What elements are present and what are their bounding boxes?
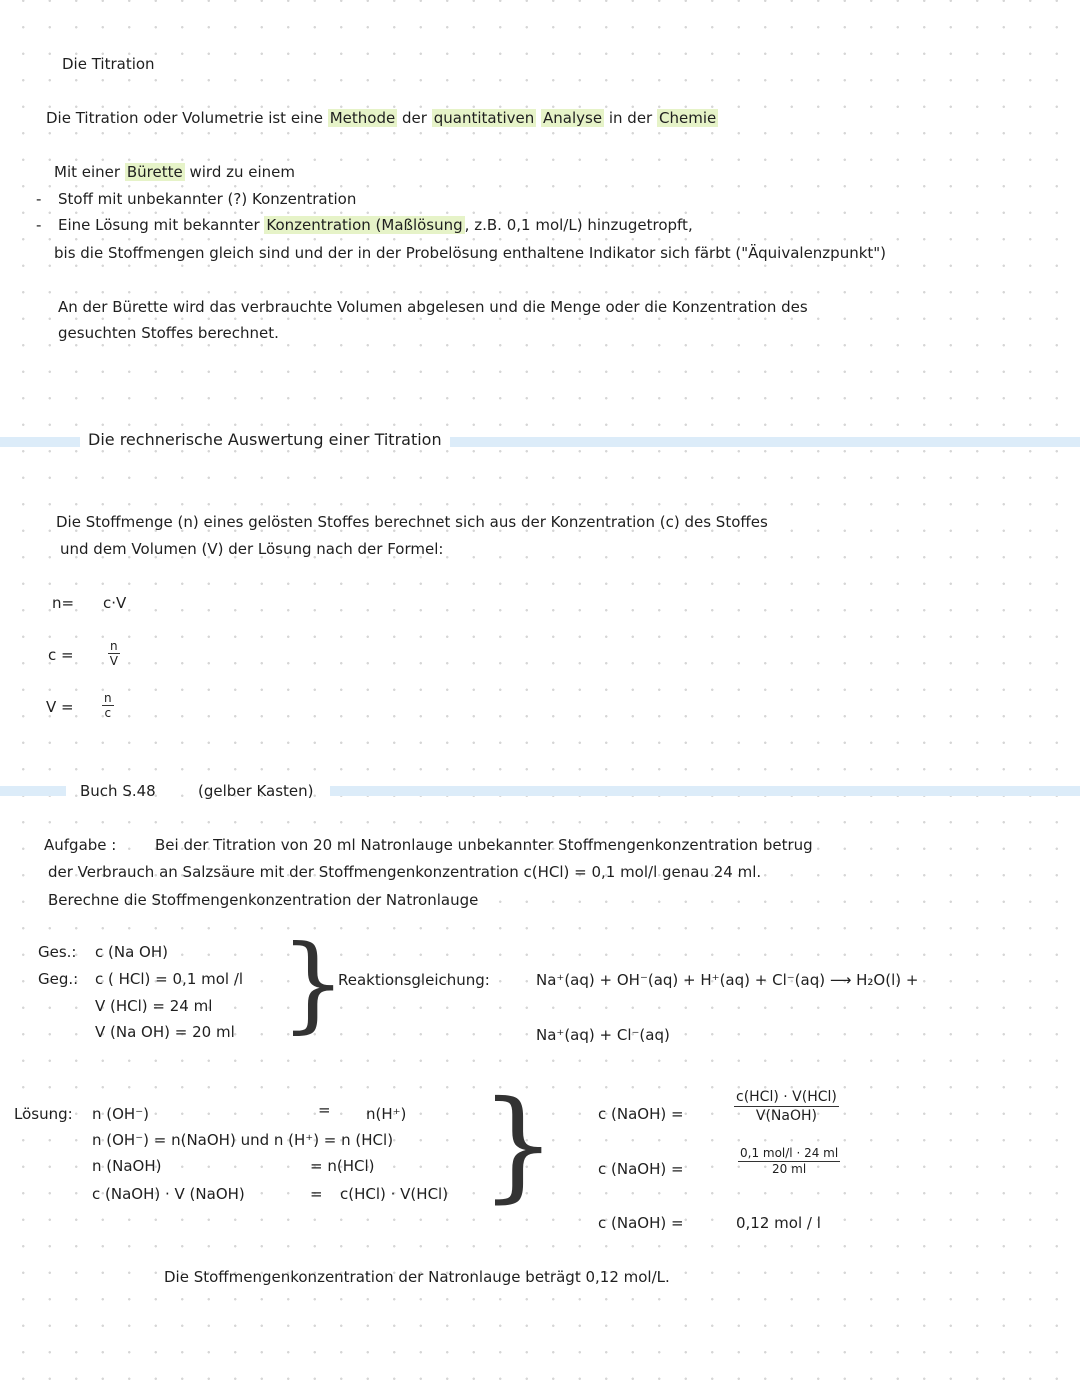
task-line-3: Berechne die Stoffmengenkonzentration der Natronlauge — [48, 891, 479, 909]
calc-2-fraction — [738, 1147, 840, 1176]
calc-3-rhs: 0,12 mol / l — [736, 1214, 821, 1232]
reaction-line-2: Na⁺(aq) + Cl⁻(aq) — [536, 1026, 670, 1044]
section-divider-2-right — [330, 786, 1080, 796]
solution-line-1-right: n(H⁺) — [366, 1105, 407, 1123]
solution-line-1-eq: = — [318, 1101, 331, 1119]
bullet-dash-1: - — [36, 190, 42, 208]
curly-brace-solution: } — [480, 1076, 557, 1215]
calc-2-lhs: c (NaOH) = — [598, 1160, 684, 1178]
solution-line-3-right: = n(HCl) — [310, 1157, 375, 1175]
calc-2-numerator: 0,1 mol/l · 24 ml — [740, 1146, 839, 1160]
intro-line — [46, 109, 718, 127]
solution-label: Lösung: — [14, 1105, 73, 1123]
solution-line-4-left: c (NaOH) · V (NaOH) — [92, 1185, 245, 1203]
bullet-dash-2: - — [36, 216, 42, 234]
geg-label: Geg.: — [38, 970, 79, 988]
task-line-2: der Verbrauch an Salzsäure mit der Stoffmengenkonzentration c(HCl) = 0,1 mol/l genau 24 ml. — [48, 863, 762, 881]
geg-value-1: c ( HCl) = 0,1 mol /l — [95, 970, 244, 988]
formula-v-fraction — [102, 692, 114, 719]
bullet-1: Stoff mit unbekannter (?) Konzentration — [58, 190, 357, 208]
burette-line-1 — [54, 163, 295, 181]
conclusion: Die Stoffmengenkonzentration der Natronlauge beträgt 0,12 mol/L. — [164, 1268, 670, 1286]
section-heading-note: (gelber Kasten) — [198, 782, 314, 800]
burette-line-4: bis die Stoffmengen gleich sind und der in der Probelösung enthaltene Indikator sich färbt ("Äquivalenzpunkt") — [54, 244, 887, 262]
section-heading-auswertung: Die rechnerische Auswertung einer Titration — [80, 431, 450, 449]
formula-n-rhs: c·V — [103, 594, 127, 612]
formula-c-numerator: n — [110, 639, 118, 653]
highlight-methode: Methode — [329, 109, 396, 127]
bullet-2 — [58, 216, 693, 234]
highlight-chemie: Chemie — [659, 109, 717, 127]
solution-line-4-right: c(HCl) · V(HCl) — [340, 1185, 449, 1203]
intro-text-3: in der — [608, 109, 653, 127]
formula-c-lhs: c = — [48, 646, 74, 664]
calc-1-fraction — [734, 1089, 839, 1124]
solution-line-3-left: n (NaOH) — [92, 1157, 162, 1175]
curly-brace-given: } — [280, 922, 347, 1044]
section-heading-buch: Buch S.48 — [80, 782, 156, 800]
geg-value-3: V (Na OH) = 20 ml — [95, 1023, 235, 1041]
formula-c-denominator: V — [109, 654, 118, 668]
highlight-quantitativen: quantitativen — [433, 109, 535, 127]
highlight-konzentration: Konzentration (Maßlösung — [266, 216, 463, 234]
section-divider-2-left — [0, 786, 66, 796]
highlight-analyse: Analyse — [543, 109, 603, 127]
calc-1-denominator: V(NaOH) — [755, 1108, 817, 1124]
solution-line-1-left: n (OH⁻) — [92, 1105, 149, 1123]
formula-n-lhs: n= — [52, 594, 75, 612]
page-title: Die Titration — [62, 55, 155, 73]
intro-text-2: der — [402, 109, 427, 127]
burette-text-b: wird zu einem — [189, 163, 296, 181]
formula-v-lhs: V = — [46, 698, 74, 716]
calc-3-lhs: c (NaOH) = — [598, 1214, 684, 1232]
solution-line-2: n (OH⁻) = n(NaOH) und n (H⁺) = n (HCl) — [92, 1131, 394, 1149]
formula-v-denominator: c — [104, 706, 112, 720]
bullet-2-text-b: z.B. 0,1 mol/L) hinzugetropft, — [474, 216, 693, 234]
burette-para2-line-1: An der Bürette wird das verbrauchte Volumen abgelesen und die Menge oder die Konzentration des — [58, 298, 808, 316]
formula-c-fraction — [108, 640, 120, 667]
calc-1-numerator: c(HCl) · V(HCl) — [736, 1089, 837, 1105]
bullet-2-comma: , — [464, 216, 470, 234]
ges-value: c (Na OH) — [95, 943, 168, 961]
burette-para2-line-2: gesuchten Stoffes berechnet. — [58, 324, 279, 342]
formula-v-numerator: n — [104, 691, 112, 705]
bullet-2-text-a: Eine Lösung mit bekannter — [58, 216, 260, 234]
auswertung-text-line-1: Die Stoffmenge (n) eines gelösten Stoffes berechnet sich aus der Konzentration (c) des Stoffes — [56, 513, 768, 531]
task-label: Aufgabe : — [44, 836, 117, 854]
solution-line-4-eq: = — [310, 1185, 323, 1203]
reaction-label: Reaktionsgleichung: — [338, 971, 490, 989]
auswertung-text-line-2: und dem Volumen (V) der Lösung nach der Formel: — [60, 540, 444, 558]
geg-value-2: V (HCl) = 24 ml — [95, 997, 213, 1015]
task-line-1: Bei der Titration von 20 ml Natronlauge unbekannter Stoffmengenkonzentration betrug — [155, 836, 813, 854]
highlight-buerette: Bürette — [126, 163, 183, 181]
reaction-line-1: Na⁺(aq) + OH⁻(aq) + H⁺(aq) + Cl⁻(aq) ⟶ H₂O(l) + — [536, 971, 919, 989]
calc-1-lhs: c (NaOH) = — [598, 1105, 684, 1123]
burette-text-a: Mit einer — [54, 163, 121, 181]
ges-label: Ges.: — [38, 943, 77, 961]
intro-text-1: Die Titration oder Volumetrie ist eine — [46, 109, 323, 127]
calc-2-denominator: 20 ml — [772, 1162, 807, 1176]
